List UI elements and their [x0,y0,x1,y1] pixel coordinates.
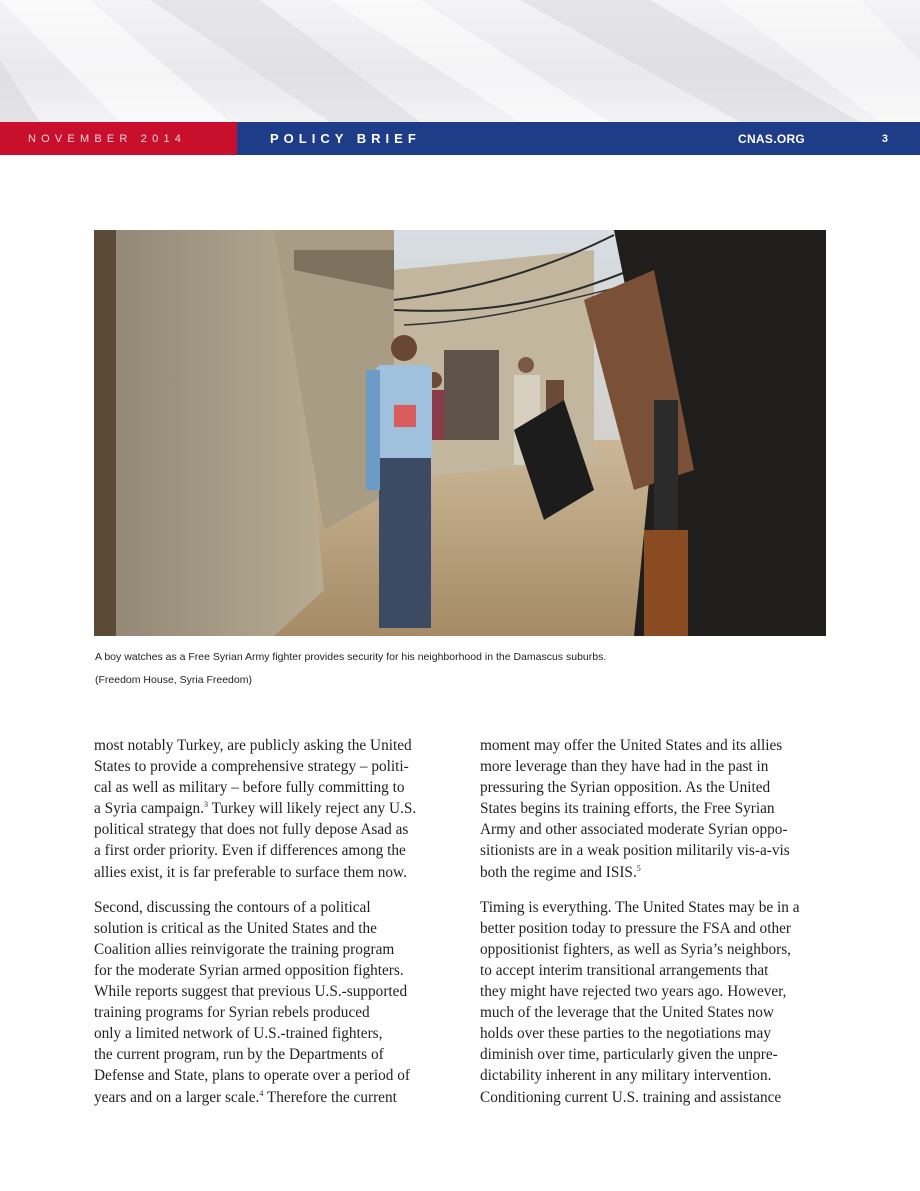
banner-date-block [0,122,237,155]
text-line: holds over these parties to the negotiations may [480,1025,771,1043]
text-line: most notably Turkey, are publicly asking the United [94,737,412,754]
text-line: solution is critical as the United States and the [94,919,377,937]
photo-credit: (Freedom House, Syria Freedom) [95,674,252,686]
text-line: diminish over time, particularly given the unpre- [480,1046,778,1064]
text-line: only a limited network of U.S.-trained fighters, [94,1025,383,1043]
issue-date: NOVEMBER 2014 [28,132,187,145]
text-line: to accept interim transitional arrangements that [480,961,769,979]
text-line: training programs for Syrian rebels produced [94,1004,370,1022]
text-line: Army and other associated moderate Syrian oppo- [480,821,788,839]
text-line: years and on a larger scale.$^4$ Therefore the current [94,1088,397,1106]
body-column-right [480,735,825,1108]
text-line: Timing is everything. The United States may be in a [480,898,800,916]
text-line: While reports suggest that previous U.S.-supported [94,983,408,1001]
text-line: better position today to pressure the FSA and other [480,919,791,937]
header-banner [0,122,920,155]
paragraph [480,735,825,883]
text-line: pressuring the Syrian opposition. As the United [480,779,771,797]
paragraph [480,897,825,1108]
text-line: oppositionist fighters, as well as Syria’s neighbors, [480,940,792,958]
text-line: a Syria campaign.$^3$ Turkey will likely reject any U.S. [94,800,417,818]
series-title: POLICY BRIEF [270,131,421,146]
text-line: political strategy that does not fully depose Asad as [94,821,409,839]
text-line: States begins its training efforts, the Free Syrian [480,800,775,818]
text-line: cal as well as military – before fully committing to [94,779,405,797]
site-link[interactable]: CNAS.ORG [738,131,806,146]
text-line: dictability inherent in any military intervention. [480,1067,772,1085]
text-line: Second, discussing the contours of a political [94,898,371,916]
text-line: for the moderate Syrian armed opposition fighters. [94,961,404,979]
footnote-ref[interactable]: 4 [259,1088,264,1098]
page-number: 3 [881,132,888,145]
text-line: Conditioning current U.S. training and assistance [480,1088,782,1106]
text-line: more leverage than they have had in the past in [480,758,769,776]
text-line: Defense and State, plans to operate over a period of [94,1067,411,1085]
footnote-ref[interactable]: 3 [204,800,209,810]
text-line: moment may offer the United States and its allies [480,737,783,754]
text-line: allies exist, it is far preferable to surface them now. [94,863,407,881]
text-line: States to provide a comprehensive strategy – politi- [94,758,409,776]
banner-title-block [237,122,920,155]
text-line: both the regime and ISIS.$^5$ [480,863,641,881]
text-line: a first order priority. Even if differences among the [94,842,406,860]
body-column-left [94,735,439,1108]
text-line: sitionists are in a weak position militarily vis-a-vis [480,842,790,860]
paragraph [94,735,439,883]
photo-caption: A boy watches as a Free Syrian Army fighter provides security for his neighborhood in the Damascus suburbs. [95,651,607,663]
article-photo [94,230,826,636]
text-line: they might have rejected two years ago. However, [480,983,787,1001]
paragraph [94,897,439,1108]
text-line: the current program, run by the Departments of [94,1046,384,1064]
header-decorative-art [0,0,920,122]
footnote-ref[interactable]: 5 [636,863,641,873]
text-line: Coalition allies reinvigorate the training program [94,940,395,958]
text-line: much of the leverage that the United States now [480,1004,774,1022]
